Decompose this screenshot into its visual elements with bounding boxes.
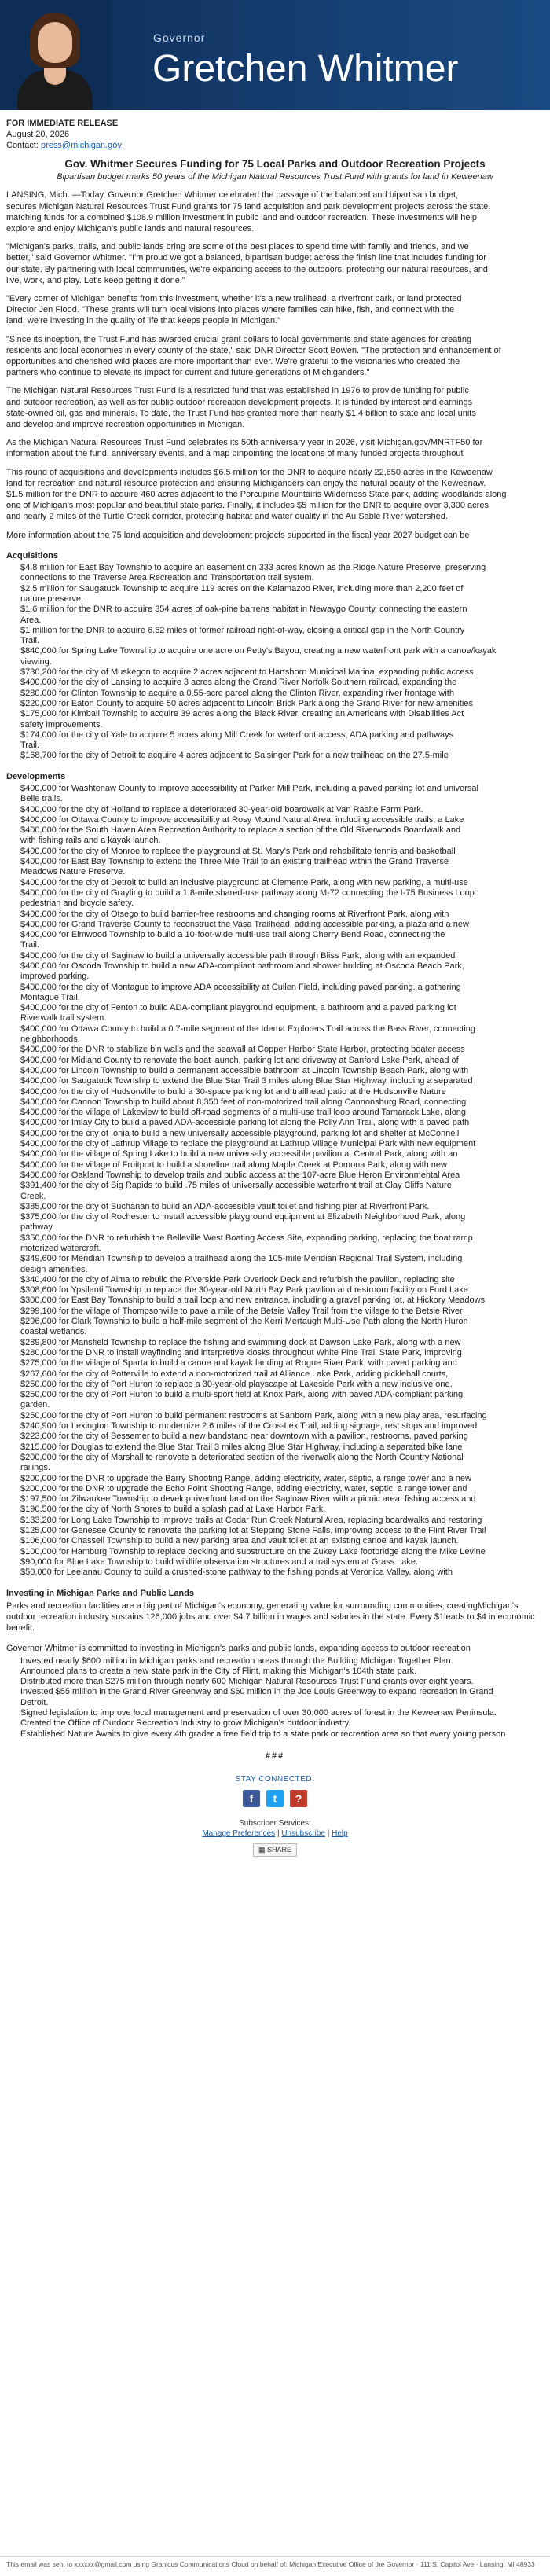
share-label: SHARE xyxy=(267,1846,292,1854)
list-item xyxy=(20,1285,544,1295)
paragraph-line: "Since its inception, the Trust Fund has awarded crucial grant dollars to local governments and state agencies for creating xyxy=(6,334,472,344)
list-item xyxy=(20,1505,544,1515)
list-item xyxy=(20,805,544,815)
list-item-line: • $240,900 for Lexington Township to modernize 2.6 miles of the Cros-Lex Trail, adding signage, rest stops and improved xyxy=(20,1421,478,1431)
governor-photo xyxy=(0,0,110,110)
list-item-line: • $400,000 for the city of Lansing to acquire 3 acres along the Grand River Norfolk Southern railroad, expanding the xyxy=(20,678,457,688)
developments-list xyxy=(6,784,544,1578)
commitment-list xyxy=(6,1656,544,1740)
list-item xyxy=(20,930,544,951)
list-item-line: nature preserve. xyxy=(20,593,84,604)
body-paragraph xyxy=(6,437,544,459)
list-item xyxy=(20,847,544,857)
list-item-line: • $400,000 for Washtenaw County to improve accessibility at Parker Mill Park, including a paved parking lot and universal xyxy=(20,783,478,793)
list-item xyxy=(20,1666,544,1677)
list-item-line: with fishing rails and a kayak launch. xyxy=(20,836,161,846)
list-item-line: • $220,000 for Eaton County to acquire 50 acres adjacent to Lincoln Brick Park along the Grand River for new amenities xyxy=(20,698,473,708)
list-item xyxy=(20,1453,544,1474)
body-paragraph xyxy=(6,189,544,234)
investing-paragraph xyxy=(6,1600,544,1634)
paragraph-line: opportunities and cherished wild places are more important than ever. We're grateful to the visionaries who created the xyxy=(6,357,460,367)
list-item-line: • $385,000 for the city of Buchanan to build an ADA-accessible vault toilet and fishing pier at Riverfront Park. xyxy=(20,1201,430,1211)
paragraph-line: Michigan's outdoor recreation industry sustains 126,000 jobs and over $4.7 billion in wages and salaries in the state. Every $1 xyxy=(6,1600,519,1622)
separator: | xyxy=(277,1829,280,1839)
stay-connected-label: STAY CONNECTED: xyxy=(235,1775,315,1784)
list-item-line: • $400,000 for the city of Ionia to build a new universally accessible playground, parking lot and shelter at McConnell xyxy=(20,1128,460,1138)
list-item-line: • Signed legislation to improve local management and preservation of over 30,000 acres of forest in the Keweenaw Peninsula. xyxy=(20,1708,497,1718)
list-item-line: • $90,000 for Blue Lake Township to build wildlife observation structures and a trail system at Grass Lake. xyxy=(20,1556,419,1567)
end-marker: ### xyxy=(265,1751,285,1761)
list-item-line: • $400,000 for the village of Spring Lake to build a new universally accessible pavilion at Central Park, along with an xyxy=(20,1149,458,1159)
paragraph-line: More information about the 75 land acquisition and development projects supported in the fiscal year 2027 budget can be xyxy=(6,530,470,540)
list-item-line: improved parking. xyxy=(20,972,90,982)
list-item xyxy=(20,1295,544,1306)
list-item xyxy=(20,751,544,761)
list-item xyxy=(20,1254,544,1275)
list-item-line: • Distributed more than $275 million through nearly 600 Michigan Natural Resources Trust Fund grants over eight years. xyxy=(20,1677,474,1687)
paragraph-line: and nearly 2 miles of the Turtle Creek corridor, protecting habitat and water quality in the Au Sable River watershed. xyxy=(6,512,448,522)
list-item xyxy=(20,709,544,730)
social-icons xyxy=(6,1790,544,1807)
list-item xyxy=(20,1160,544,1170)
list-item-line: • Invested nearly $600 million in Michigan parks and recreation areas through the Building Michigan Together Plan. xyxy=(20,1655,453,1666)
list-item xyxy=(20,1484,544,1494)
list-item-line: safety improvements. xyxy=(20,719,103,729)
list-item-line: • $175,000 for Kimball Township to acquire 39 acres along the Black River, creating an Americans with Disabilities Act xyxy=(20,709,464,719)
list-item xyxy=(20,1567,544,1578)
body-paragraph xyxy=(6,241,544,286)
list-item-line: • $50,000 for Leelanau County to build a crushed-stone pathway to the fishing ponds at Veronica Valley, along with xyxy=(20,1567,453,1578)
list-item-line: • $250,000 for the city of Port Huron to build permanent restrooms at Sanborn Park, along with a new play area, resurfacing xyxy=(20,1410,487,1420)
list-item xyxy=(20,584,544,605)
list-item xyxy=(20,1087,544,1097)
list-item-line: connections to the Traverse Area Recreation and Transportation trail system. xyxy=(20,573,314,583)
body-paragraph xyxy=(6,293,544,327)
list-item xyxy=(20,1656,544,1666)
list-item-line: • Invested $55 million in the Grand River Greenway and $60 million in the Joe Louis Greenway to expand recreation in Grand xyxy=(20,1687,493,1697)
list-item-line: • $400,000 for the city of Monroe to replace the playground at St. Mary's Park and rehabilitate tennis and basketball xyxy=(20,846,456,856)
commitment-intro: Governor Whitmer is committed to investing in Michigan's parks and public lands, expanding access to outdoor recreation xyxy=(6,1644,471,1654)
list-item-line: • $400,000 for the city of Detroit to build an inclusive playground at Clemente Park, along with new parking, a multi-use xyxy=(20,877,468,887)
acquisitions-heading: Acquisitions xyxy=(6,550,59,560)
list-item-line: • $400,000 for the city of Grayling to build a 1.8-mile shared-use pathway along M-72 connecting the I-75 Business Loop xyxy=(20,887,475,898)
list-item-line: railings. xyxy=(20,1463,50,1473)
list-item xyxy=(20,1474,544,1484)
list-item-line: • $267,600 for the city of Potterville to extend a non-motorized trail at Alliance Lake Park, adding pickleball courts, xyxy=(20,1369,449,1379)
list-item xyxy=(20,1557,544,1567)
paragraph-line: explore and enjoy Michigan's public lands and natural resources. xyxy=(6,224,255,234)
list-item-line: • $375,000 for the city of Rochester to install accessible playground equipment at Elizabeth Neighborhood Park, along xyxy=(20,1212,466,1222)
list-item xyxy=(20,1390,544,1411)
list-item-line: • $4.8 million for East Bay Township to acquire an easement on 333 acres known as the Ridge Nature Preserve, preserving xyxy=(20,563,486,573)
list-item xyxy=(20,1003,544,1024)
paragraph-line: state-owned oil, gas and minerals. To date, the Trust Fund has granted more than nearly $1.4 billion to state and local units xyxy=(6,408,476,418)
list-item-line: • $400,000 for the city of Otsego to build barrier-free restrooms and changing rooms at Riverfront Park, along with xyxy=(20,909,449,919)
list-item xyxy=(20,1677,544,1687)
email-footer: This email was sent to xxxxxx@gmail.com using Granicus Communications Cloud on behalf of: Michigan Executive Office of the Governor · 111 S. Capitol Ave · Lansing, MI 48933 xyxy=(0,2556,550,2571)
paragraph-line: better," said Governor Whitmer. "I'm proud we got a balanced, bipartisan budget across the finish line that includes funding for xyxy=(6,253,486,263)
header-banner xyxy=(0,0,550,110)
list-item-line: • $280,000 for the DNR to install wayfinding and interpretive kiosks throughout White Pine Trail State Park, improving xyxy=(20,1347,462,1358)
list-item-line: garden. xyxy=(20,1400,50,1410)
list-item xyxy=(20,857,544,878)
list-item-line: • $400,000 for the city of Montague to improve ADA accessibility at Cullen Field, including paved parking, a gathering xyxy=(20,982,461,992)
list-item-line: • $1 million for the DNR to acquire 6.62 miles of former railroad right-of-way, closing a critical gap in the North Country xyxy=(20,625,465,635)
list-item-line: Trail. xyxy=(20,940,40,950)
list-item-line: Detroit. xyxy=(20,1697,49,1707)
list-item xyxy=(20,951,544,961)
list-item xyxy=(20,1348,544,1358)
paragraph-line: Parks and recreation facilities are a big part of Michigan's economy, generating value for surrounding communities, creating xyxy=(6,1600,478,1611)
paragraph-line: This round of acquisitions and developments includes $6.5 million for the DNR to acquire nearly 22,650 acres in the Keweenaw xyxy=(6,467,493,477)
list-item-line: • $289,800 for Mansfield Township to replace the fishing and swimming dock at Dawson Lake Park, along with a new xyxy=(20,1337,461,1347)
list-item xyxy=(20,1170,544,1181)
list-item-line: • $400,000 for the village of Fruitport to build a shoreline trail along Maple Creek at Pomona Park, along with new xyxy=(20,1159,447,1170)
list-item-line: • $400,000 for Oscoda Township to build a new ADA-compliant bathroom and shower building at Oscoda Beach Park, xyxy=(20,961,464,971)
list-item-line: • $730,200 for the city of Muskegon to acquire 2 acres adjacent to Hartshorn Municipal Marina, expanding public access xyxy=(20,667,474,678)
list-item-line: • $296,000 for Clark Township to build a half-mile segment of the Kerri Mertaugh Multi-Use Path along the North Huron xyxy=(20,1317,468,1327)
paragraph-line: LANSING, Mich. —Today, Governor Gretchen Whitmer celebrated the passage of the balanced and bipartisan budget, xyxy=(6,190,459,200)
list-item xyxy=(20,604,544,626)
list-item xyxy=(20,1139,544,1149)
contact-label: Contact: xyxy=(6,141,38,150)
list-item xyxy=(20,1442,544,1453)
list-item-line: pathway. xyxy=(20,1222,55,1233)
list-item-line: Trail. xyxy=(20,636,40,646)
list-item-line: • $840,000 for Spring Lake Township to acquire one acre on Petty's Bayou, creating a new waterfront park with a canoe/kayak xyxy=(20,646,497,656)
paragraph-line: partners who continue to elevate its impact for current and future generations of Michiganders." xyxy=(6,368,370,378)
body-paragraph xyxy=(6,334,544,379)
list-item-line: • Created the Office of Outdoor Recreation Industry to grow Michigan's outdoor industry. xyxy=(20,1718,351,1729)
list-item xyxy=(20,1708,544,1718)
facebook-icon[interactable]: f xyxy=(243,1790,260,1807)
list-item-line: • $400,000 for Imlay City to build a paved ADA-accessible parking lot along the Polly Ann Trail, along with a paved path xyxy=(20,1118,470,1128)
list-item xyxy=(20,1118,544,1128)
subscriber-label: Subscriber Services: xyxy=(239,1819,311,1828)
list-item xyxy=(20,1516,544,1526)
manage-preferences-link[interactable]: Manage Preferences xyxy=(202,1829,276,1839)
list-item-line: • $400,000 for Ottawa County to build a 0.7-mile segment of the Idema Explorers Trail across the Bass River, connecting xyxy=(20,1023,476,1034)
list-item-line: • $200,000 for the DNR to upgrade the Barry Shooting Range, adding electricity, water, septic, a range tower and a new xyxy=(20,1473,471,1483)
list-item xyxy=(20,1275,544,1285)
list-item-line: • $350,000 for the DNR to refurbish the Belleville West Boating Access Site, expanding parking, replacing the boat ramp xyxy=(20,1233,473,1243)
list-item-line: • $400,000 for the city of Lathrup Village to replace the playground at Lathrup Village Municipal Park with new equipment xyxy=(20,1139,476,1149)
release-info xyxy=(6,118,544,151)
list-item-line: • $200,000 for the DNR to upgrade the Echo Point Shooting Range, adding electricity, water, septic, a range tower and xyxy=(20,1483,468,1494)
body-paragraphs xyxy=(6,189,544,540)
list-item xyxy=(20,563,544,584)
list-item-line: • $200,000 for the city of Marshall to renovate a deteriorated section of the riverwalk along the North Country National xyxy=(20,1452,464,1462)
list-item-line: • $190,500 for the city of North Shores to build a splash pad at Lake Harbor Park. xyxy=(20,1505,326,1515)
list-item-line: • $100,000 for Hamburg Township to replace decking and substructure on the Zukey Lake footbridge along the Mike Levine xyxy=(20,1546,486,1556)
email-body xyxy=(0,110,550,1857)
list-item xyxy=(20,1729,544,1740)
list-item xyxy=(20,626,544,647)
list-item-line: • $215,000 for Douglas to extend the Blue Star Trail 3 miles along Blue Star Highway, including a separated bike lane xyxy=(20,1442,463,1452)
list-item-line: • $275,000 for the village of Sparta to build a canoe and kayak landing at Rogue River Park, with paved parking and xyxy=(20,1358,457,1369)
acquisitions-list xyxy=(6,563,544,762)
subscriber-services xyxy=(6,1818,544,1857)
list-item-line: • $400,000 for Oakland Township to develop trails and public access at the 107-acre Blue Heron Environmental Area xyxy=(20,1170,460,1180)
list-item-line: • $340,400 for the city of Alma to rebuild the Riverside Park Overlook Deck and refurbish the pavilion, replacing site xyxy=(20,1274,455,1284)
list-item-line: • Established Nature Awaits to give every 4th grader a free field trip to a state park or recreation area so that every young person xyxy=(20,1729,506,1739)
list-item-line: • $250,000 for the city of Port Huron to build a multi-sport field at Knox Park, along with paved ADA-compliant parking xyxy=(20,1390,464,1400)
list-item-line: • $400,000 for the city of Saginaw to build a universally accessible path through Bliss Park, along with an expanded xyxy=(20,950,456,961)
list-item xyxy=(20,678,544,688)
list-item-line: • $400,000 for the city of Hudsonville to build a 30-space parking lot and trailhead patio at the Hudsonville Nature xyxy=(20,1086,446,1097)
list-item-line: • Announced plans to create a new state park in the City of Flint, making this Michigan's 104th state park. xyxy=(20,1666,417,1676)
paragraph-line: residents and local economies in every county of the state," said DNR Director Scott Bowen. "The protection and enhancement of xyxy=(6,345,501,355)
list-item xyxy=(20,1108,544,1118)
list-item xyxy=(20,1431,544,1442)
governor-label: Governor xyxy=(153,31,206,44)
list-item-line: • $106,000 for Chassell Township to build a new parking area and vault toilet at an existing canoe and kayak launch. xyxy=(20,1536,459,1546)
immediate-release: FOR IMMEDIATE RELEASE xyxy=(6,119,119,128)
list-item-line: Creek. xyxy=(20,1191,46,1201)
unsubscribe-link[interactable]: Unsubscribe xyxy=(281,1829,325,1839)
list-item-line: • $349,600 for Meridian Township to develop a trailhead along the 105-mile Meridian Regional Trail System, including xyxy=(20,1254,463,1264)
list-item xyxy=(20,1066,544,1076)
paragraph-line: As the Michigan Natural Resources Trust Fund celebrates its 50th anniversary year in 2026, visit Michigan.gov/MNRTF50 for xyxy=(6,438,483,448)
list-item xyxy=(20,825,544,847)
list-item-line: • $400,000 for the city of Holland to replace a deteriorated 30-year-old boardwalk at Van Raalte Farm Park. xyxy=(20,804,424,814)
list-item-line: • $400,000 for the DNR to stabilize bin walls and the seawall at Copper Harbor State Harbor, protecting boater access xyxy=(20,1045,465,1055)
list-item-line: Meadows Nature Preserve. xyxy=(20,867,126,877)
paragraph-line: live, work, and play. Let's keep getting it done." xyxy=(6,275,185,285)
list-item-line: • $299,100 for the village of Thompsonville to pave a mile of the Betsie Valley Trail from the village to the Betsie River xyxy=(20,1306,463,1316)
list-item-line: • $174,000 for the city of Yale to acquire 5 acres along Mill Creek for waterfront access, ADA parking and pathways xyxy=(20,729,454,740)
list-item xyxy=(20,730,544,751)
list-item-line: • $250,000 for the city of Port Huron to replace a 30-year-old playscape at Lakeside Park with a new inclusive one, xyxy=(20,1379,453,1389)
list-item xyxy=(20,888,544,910)
list-item xyxy=(20,1380,544,1390)
list-item-line: Belle trails. xyxy=(20,794,63,804)
list-item-line: Trail. xyxy=(20,740,40,751)
list-item xyxy=(20,667,544,678)
press-subtitle: Bipartisan budget marks 50 years of the Michigan Natural Resources Trust Fund with grants for land in Keweenaw xyxy=(57,172,493,182)
list-item xyxy=(20,646,544,667)
help-link[interactable]: Help xyxy=(332,1829,348,1839)
paragraph-line: "Michigan's parks, trails, and public lands bring are some of the best places to spend time with family and friends, and we xyxy=(6,242,469,252)
list-item xyxy=(20,1181,544,1202)
list-item xyxy=(20,1149,544,1159)
paragraph-line: land, we're investing in the quality of life that keeps people in Michigan." xyxy=(6,316,281,326)
list-item-line: • $280,000 for Clinton Township to acquire a 0.55-acre parcel along the Clinton River, expanding river frontage with xyxy=(20,688,454,698)
list-item-line: pedestrian and bicycle safety. xyxy=(20,898,134,909)
list-item xyxy=(20,1233,544,1255)
list-item xyxy=(20,784,544,805)
list-item-line: • $168,700 for the city of Detroit to acquire 4 acres adjacent to Salsinger Park for a new trailhead on the 27.5-mile xyxy=(20,751,449,761)
list-item-line: • $300,000 for East Bay Township to build a trail loop and new entrance, including a gravel parking lot, at Hickory Meadows xyxy=(20,1295,486,1306)
paragraph-line: land for recreation and natural resource protection and ensuring Michiganders can enjoy the natural beauty of the Keweenaw. xyxy=(6,478,486,488)
list-item xyxy=(20,910,544,920)
paragraph-line: leads to $4 in economic benefit. xyxy=(6,1611,535,1633)
paragraph-line: information about the fund, anniversary events, and a map pinpointing the locations of many funded projects throughout xyxy=(6,449,464,459)
share-button[interactable]: ▦ SHARE xyxy=(253,1843,297,1857)
list-item xyxy=(20,1536,544,1546)
list-item xyxy=(20,1494,544,1505)
list-item-line: Riverwalk trail system. xyxy=(20,1013,107,1023)
governor-name: Gretchen Whitmer xyxy=(152,48,459,90)
paragraph-line: one of Michigan's most popular and beautiful state parks. Finally, it includes $5 million for the DNR to acquire over 3,300 acres xyxy=(6,501,489,511)
list-item-line: viewing. xyxy=(20,656,52,667)
list-item-line: • $400,000 for the village of Lakeview to build off-road segments of a multi-use trail loop around Tamarack Lake, along xyxy=(20,1108,467,1118)
body-paragraph xyxy=(6,467,544,523)
list-item xyxy=(20,1369,544,1380)
press-title: Gov. Whitmer Secures Funding for 75 Local Parks and Outdoor Recreation Projects xyxy=(64,158,486,170)
twitter-icon[interactable]: t xyxy=(266,1790,284,1807)
list-item xyxy=(20,1076,544,1086)
investing-heading: Investing in Michigan Parks and Public Lands xyxy=(6,1588,194,1598)
list-item-line: • $197,500 for Zilwaukee Township to develop riverfront land on the Saginaw River with a picnic area, fishing access and xyxy=(20,1494,476,1505)
list-item-line: • $400,000 for East Bay Township to extend the Three Mile Trail to an existing trailhead within the Grand Traverse xyxy=(20,857,449,867)
list-item-line: design amenities. xyxy=(20,1264,88,1274)
list-item-line: • $400,000 for Saugatuck Township to extend the Blue Star Trail 3 miles along Blue Star Highway, including a separated xyxy=(20,1076,473,1086)
list-item xyxy=(20,983,544,1004)
list-item-line: motorized watercraft. xyxy=(20,1244,101,1253)
paragraph-line: and develop and improve recreation opportunities in Michigan. xyxy=(6,420,245,430)
list-item-line: • $400,000 for Elmwood Township to build a 10-foot-wide multi-use trail along Cherry Bend Road, connecting the xyxy=(20,930,446,940)
list-item-line: • $223,000 for the city of Bessemer to build a new bandstand near downtown with a pavilion, restrooms, paved parking xyxy=(20,1431,468,1442)
list-item xyxy=(20,1056,544,1066)
list-item-line: coastal wetlands. xyxy=(20,1327,87,1337)
list-item-line: • $125,000 for Genesee County to renovate the parking lot at Stepping Stone Falls, improving access to the Flint River Trail xyxy=(20,1526,486,1536)
list-item xyxy=(20,878,544,888)
list-item xyxy=(20,1421,544,1431)
list-item xyxy=(20,1358,544,1369)
paragraph-line: secures Michigan Natural Resources Trust Fund grants for 75 land acquisition and park development projects across the state, xyxy=(6,201,491,211)
contact-email-link[interactable]: press@michigan.gov xyxy=(41,141,122,150)
list-item xyxy=(20,1687,544,1708)
list-item-line: • $308,600 for Ypsilanti Township to replace the 30-year-old North Bay Park pavilion and restroom facility on Ford Lake xyxy=(20,1285,468,1295)
list-item-line: • $2.5 million for Saugatuck Township to acquire 119 acres on the Kalamazoo River, including more than 2,200 feet of xyxy=(20,583,464,593)
list-item xyxy=(20,1306,544,1317)
list-item-line: • $400,000 for the South Haven Area Recreation Authority to replace a section of the Old Riverwoods Boardwalk and xyxy=(20,825,461,836)
list-item-line: • $400,000 for the city of Fenton to build ADA-compliant playground equipment, a bathroom and a paved parking lot xyxy=(20,1003,456,1013)
list-item xyxy=(20,689,544,699)
paragraph-line: "Every corner of Michigan benefits from this investment, whether it's a new trailhead, a riverfront park, or land protected xyxy=(6,294,462,304)
developments-heading: Developments xyxy=(6,771,66,781)
paragraph-line: Director Jen Flood. "These grants will turn local visions into places where families can hike, fish, and connect with the xyxy=(6,305,455,315)
body-paragraph xyxy=(6,530,544,541)
paragraph-line: $1.5 million for the DNR to acquire 460 acres adjacent to the Porcupine Mountains Wilderness State park, adding woodlands along xyxy=(6,490,507,500)
list-item-line: • $400,000 for Lincoln Township to build a permanent accessible bathroom at Lincoln Township Beach Park, along with xyxy=(20,1065,469,1075)
list-item xyxy=(20,1024,544,1045)
list-item-line: Area. xyxy=(20,615,42,625)
list-item xyxy=(20,1718,544,1729)
list-item xyxy=(20,1212,544,1233)
list-item-line: neighborhoods. xyxy=(20,1034,80,1045)
list-item-line: • $400,000 for Cannon Township to build about 8,350 feet of non-motorized trail along Cannonsburg Road, connecting xyxy=(20,1097,467,1107)
list-item-line: • $1.6 million for the DNR to acquire 354 acres of oak-pine barrens habitat in Newaygo County, connecting the eastern xyxy=(20,604,468,615)
release-date: August 20, 2026 xyxy=(6,130,70,139)
list-item-line: • $133,200 for Long Lake Township to improve trails at Cedar Run Creek Natural Area, replacing boardwalks and restoring xyxy=(20,1515,482,1525)
list-item xyxy=(20,1097,544,1108)
body-paragraph xyxy=(6,385,544,430)
help-icon[interactable]: ? xyxy=(290,1790,307,1807)
paragraph-line: our state. By partnering with local communities, we're expanding access to the outdoors, protecting our natural resources, and xyxy=(6,264,488,274)
paragraph-line: The Michigan Natural Resources Trust Fund is a restricted fund that was established in 1976 to provide funding for public xyxy=(6,386,469,396)
list-item xyxy=(20,1317,544,1338)
list-item xyxy=(20,1526,544,1536)
list-item-line: • $400,000 for Midland County to renovate the boat launch, parking lot and driveway at Sanford Lake Park, ahead of xyxy=(20,1055,459,1065)
list-item xyxy=(20,961,544,983)
list-item-line: • $400,000 for Ottawa County to improve accessibility at Rosy Mound Natural Area, including accessible trails, a Lake xyxy=(20,814,464,825)
list-item xyxy=(20,1547,544,1557)
list-item xyxy=(20,1045,544,1055)
list-item xyxy=(20,699,544,709)
list-item xyxy=(20,815,544,825)
paragraph-line: matching funds for a combined $108.9 million investment in public land and outdoor recreation. These investments will help xyxy=(6,212,478,222)
list-item xyxy=(20,1202,544,1212)
paragraph-line: and outdoor recreation, as well as for public outdoor recreation development projects. It is funded by interest and earnings xyxy=(6,397,473,407)
list-item xyxy=(20,920,544,930)
list-item-line: • $391,400 for the city of Big Rapids to build .75 miles of universally accessible waterfront trail at Clay Cliffs Nature xyxy=(20,1181,452,1191)
list-item-line: Montague Trail. xyxy=(20,992,80,1002)
list-item-line: • $400,000 for Grand Traverse County to reconstruct the Vasa Trailhead, adding accessible parking, a plaza and a new xyxy=(20,919,469,929)
list-item xyxy=(20,1129,544,1139)
separator: | xyxy=(327,1829,330,1839)
list-item xyxy=(20,1411,544,1421)
list-item xyxy=(20,1338,544,1348)
